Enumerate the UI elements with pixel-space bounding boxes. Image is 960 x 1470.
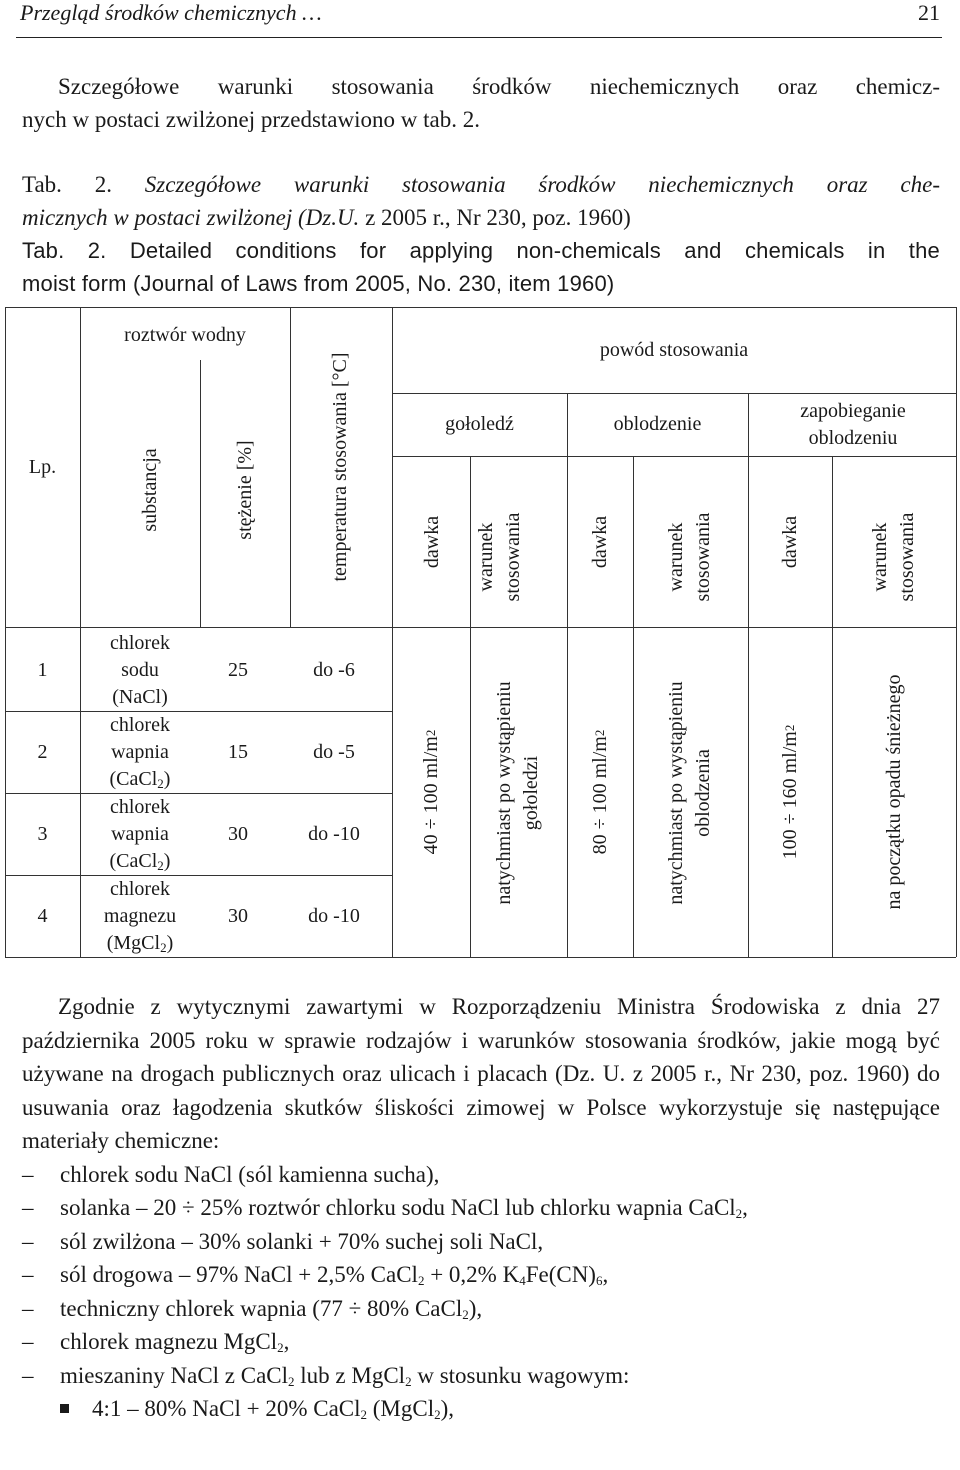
substancja-line: wapnia — [111, 740, 169, 763]
list-item: – sól drogowa – 97% NaCl + 2,5% CaCl$_2$ + 0,2% $K_4Fe(CN)_6$, — [22, 1262, 609, 1288]
header-gololedz: gołoledź — [445, 413, 514, 435]
square-bullet-icon — [60, 1404, 69, 1413]
header-stezenie: stężenie [%] — [233, 440, 256, 540]
running-title: Przegląd środków chemicznych … — [20, 0, 322, 25]
row-lp: 1 — [37, 658, 48, 681]
list-item: – solanka – 20 ÷ 25% roztwór chlorku sodu NaCl lub chlorku wapnia CaCl$_2$, — [22, 1195, 748, 1221]
header-substancja: substancja — [138, 448, 161, 532]
mixture-sublist — [22, 1392, 940, 1426]
header-warunek-zapobieganie: warunek stosowania — [869, 512, 918, 602]
list-item: – chlorek magnezu MgCl$_2$, — [22, 1329, 290, 1355]
row-substancja — [80, 629, 200, 711]
header-warunek-gololedz: warunek stosowania — [475, 512, 524, 602]
substancja-line: (CaCl$_2$) — [109, 767, 171, 791]
row-stezenie: 25 — [228, 658, 248, 681]
row-substancja — [80, 711, 200, 793]
oblodzenie-warunek-value: natychmiast po wystąpieniu oblodzenia — [665, 681, 714, 905]
row-stezenie: 30 — [228, 904, 248, 927]
row-stezenie: 30 — [228, 822, 248, 845]
page-header — [16, 0, 942, 38]
page-number: 21 — [918, 0, 940, 25]
caption-pl-line-1: Szczegółowe warunki stosowania środków niechemicznych oraz che- — [144, 172, 940, 197]
row-lp: 4 — [37, 904, 48, 927]
list-item: – mieszaniny NaCl z CaCl$_2$ lub z MgCl$_2$ w stosunku wagowym: — [22, 1362, 630, 1389]
substancja-line: chlorek — [110, 795, 170, 818]
sublist-item: 4:1 – 80% NaCl + 20% CaCl$_2$ (MgCl$_2$), — [22, 1392, 940, 1426]
gololedz-dawka-value: 40 ÷ 100 ml/m 2 — [419, 729, 442, 855]
substancja-line: chlorek — [110, 631, 170, 654]
caption-en-line-1: Tab. 2. Detailed conditions for applying non-chemicals and chemicals in the — [22, 238, 940, 263]
header-temperatura: temperatura stosowania [°C] — [328, 352, 351, 582]
oblodzenie-dawka-value: 80 ÷ 100 ml/m 2 — [588, 729, 611, 855]
header-oblodzenie: oblodzenie — [613, 413, 702, 435]
row-lp: 2 — [37, 740, 48, 763]
list-item: – sól zwilżona – 30% solanki + 70% suchej soli NaCl, — [22, 1228, 544, 1254]
header-lp: Lp. — [28, 455, 57, 478]
intro-line-1: Szczegółowe warunki stosowania środków niechemicznych oraz chemicz- — [58, 74, 940, 99]
zapobieganie-warunek-value: na początku opadu śnieżnego — [882, 674, 905, 910]
body-section — [22, 990, 940, 1426]
body-paragraph: Zgodnie z wytycznymi zawartymi w Rozporządzeniu Ministra Środowiska z dnia 27 października 2005 roku w sprawie rodzajów i warunków stosowania środków, jakie mogą być używane na drogach publicznych oraz ulicach i placach (Dz. U. z 2005 r., Nr 230, poz. 1960) do usuwania oraz łagodzenia skutków śliskości zimowej w Polsce wykorzystuje się następujące materiały chemiczne: — [22, 994, 940, 1153]
caption-pl-line-2-italic: micznych w postaci zwilżonej (Dz.U. — [22, 205, 360, 230]
header-dawka-zapobieganie: dawka — [778, 515, 801, 569]
caption-en-line-2: moist form (Journal of Laws from 2005, No. 230, item 1960) — [22, 271, 615, 296]
header-warunek-oblodzenie: warunek stosowania — [665, 512, 714, 602]
header-dawka-oblodzenie: dawka — [588, 515, 611, 569]
row-temperatura: do -10 — [308, 822, 360, 845]
intro-paragraph — [22, 70, 940, 136]
substancja-line: magnezu — [103, 904, 177, 927]
row-substancja — [80, 793, 200, 875]
gololedz-warunek-value: natychmiast po wystąpieniu gołoledzi — [493, 681, 542, 905]
header-roztwor-wodny: roztwór wodny — [124, 323, 246, 346]
materials-list — [22, 1158, 940, 1393]
substancja-line: (NaCl) — [112, 685, 168, 708]
header-powod-stosowania: powód stosowania — [599, 338, 749, 361]
caption-pl-line-2-rest: z 2005 r., Nr 230, poz. 1960) — [365, 205, 631, 230]
intro-line-2: nych w postaci zwilżonej przedstawiono w tab. 2. — [22, 107, 480, 132]
table-caption — [22, 168, 940, 300]
row-substancja — [80, 875, 200, 957]
list-item: – techniczny chlorek wapnia (77 ÷ 80% CaCl$_2$), — [22, 1295, 483, 1322]
row-lp: 3 — [37, 822, 48, 845]
row-temperatura: do -5 — [313, 740, 355, 763]
list-item: – chlorek sodu NaCl (sól kamienna sucha), — [22, 1161, 440, 1187]
substancja-line: chlorek — [110, 713, 170, 736]
row-temperatura: do -6 — [313, 658, 355, 681]
row-stezenie: 15 — [228, 740, 248, 763]
caption-pl-prefix: Tab. 2. — [22, 172, 112, 197]
header-zapobieganie-oblodzeniu: zapobieganie oblodzeniu — [800, 399, 906, 449]
header-dawka-gololedz: dawka — [420, 515, 443, 569]
substancja-line: chlorek — [110, 877, 170, 900]
substancja-line: wapnia — [111, 822, 169, 845]
row-temperatura: do -10 — [308, 904, 360, 927]
substancja-line: sodu — [121, 658, 159, 681]
substancja-line: (CaCl$_2$) — [109, 849, 171, 873]
substancja-line: (MgCl$_2$) — [106, 931, 174, 955]
zapobieganie-dawka-value: 100 ÷ 160 ml/m 2 — [778, 724, 801, 860]
